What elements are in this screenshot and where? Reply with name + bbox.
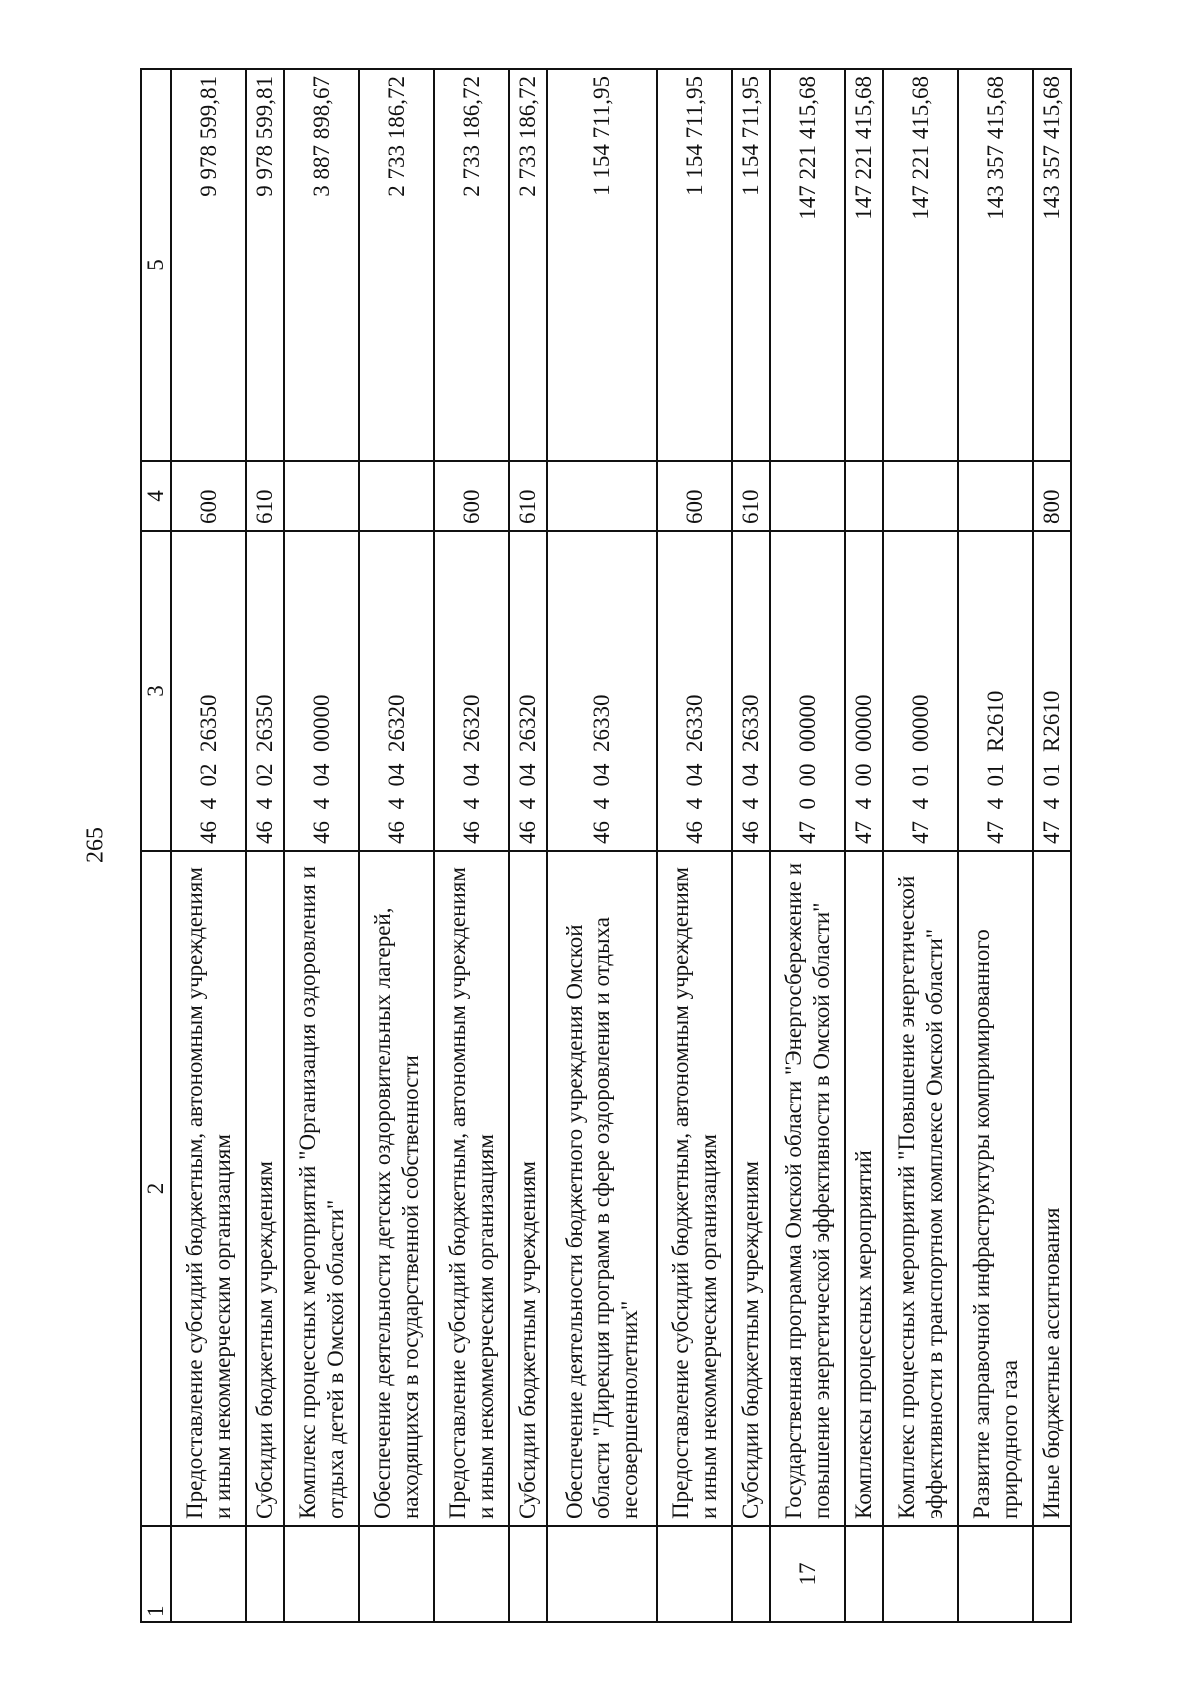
header-col-1: 1: [141, 1526, 171, 1622]
row-amount: 1 154 711,95: [547, 69, 657, 461]
row-amount: 147 221 415,68: [770, 69, 845, 461]
row-name: Комплекс процессных мероприятий "Повышение энергетической эффективности в транспортном комплексе Омской области": [883, 851, 958, 1526]
row-amount: 1 154 711,95: [732, 69, 770, 461]
row-name: Комплексы процессных мероприятий: [845, 851, 883, 1526]
row-number: [246, 1526, 284, 1622]
row-number: [732, 1526, 770, 1622]
row-code: 46 4 04 26320: [509, 531, 547, 851]
row-name: Обеспечение деятельности детских оздоровительных лагерей, находящихся в государственной собственности: [359, 851, 434, 1526]
table-row: [547, 69, 657, 1622]
row-name: Субсидии бюджетным учреждениям: [246, 851, 284, 1526]
row-number: [434, 1526, 509, 1622]
header-col-3: 3: [141, 531, 171, 851]
row-type: [845, 461, 883, 531]
row-name: Субсидии бюджетным учреждениям: [509, 851, 547, 1526]
table-row: [657, 69, 732, 1622]
row-amount: 2 733 186,72: [509, 69, 547, 461]
table-row: [434, 69, 509, 1622]
table-row: [845, 69, 883, 1622]
table-row: [171, 69, 246, 1622]
budget-table: [140, 68, 1072, 1623]
table-body: [171, 69, 1071, 1622]
row-number: [509, 1526, 547, 1622]
row-code: 46 4 04 26320: [434, 531, 509, 851]
row-type: 800: [1033, 461, 1071, 531]
row-number: [171, 1526, 246, 1622]
table-row: [509, 69, 547, 1622]
row-type: 600: [171, 461, 246, 531]
rotated-table-container: [140, 70, 1065, 1623]
row-name: Комплекс процессных мероприятий "Организация оздоровления и отдыха детей в Омской области": [284, 851, 359, 1526]
row-code: 46 4 02 26350: [171, 531, 246, 851]
header-row: [141, 69, 171, 1622]
row-code: 47 4 01 R2610: [958, 531, 1033, 851]
row-amount: 9 978 599,81: [246, 69, 284, 461]
row-type: [883, 461, 958, 531]
row-number: [359, 1526, 434, 1622]
table-row: [883, 69, 958, 1622]
row-code: 46 4 04 00000: [284, 531, 359, 851]
row-name: Развитие заправочной инфраструктуры компримированного природного газа: [958, 851, 1033, 1526]
row-code: 46 4 04 26330: [547, 531, 657, 851]
table-row: [359, 69, 434, 1622]
row-number: [547, 1526, 657, 1622]
row-amount: 147 221 415,68: [845, 69, 883, 461]
row-type: 600: [434, 461, 509, 531]
page-number: 265: [82, 827, 109, 863]
row-name: Предоставление субсидий бюджетным, автономным учреждениям и иным некоммерческим организациям: [434, 851, 509, 1526]
row-type: 610: [732, 461, 770, 531]
table-row: [732, 69, 770, 1622]
table-row: [958, 69, 1033, 1622]
row-number: [1033, 1526, 1071, 1622]
table-row: [1033, 69, 1071, 1622]
row-type: [284, 461, 359, 531]
row-name: Иные бюджетные ассигнования: [1033, 851, 1071, 1526]
row-type: 600: [657, 461, 732, 531]
row-number: [657, 1526, 732, 1622]
row-type: [770, 461, 845, 531]
row-code: 47 4 00 00000: [845, 531, 883, 851]
row-code: 47 4 01 00000: [883, 531, 958, 851]
table-row: [284, 69, 359, 1622]
table-header: [141, 69, 171, 1622]
row-code: 47 0 00 00000: [770, 531, 845, 851]
row-amount: 143 357 415,68: [1033, 69, 1071, 461]
row-code: 46 4 04 26320: [359, 531, 434, 851]
row-name: Обеспечение деятельности бюджетного учреждения Омской области "Дирекция программ в сфере оздоровления и отдыха несовершеннолетних": [547, 851, 657, 1526]
table-row: [770, 69, 845, 1622]
row-number: [845, 1526, 883, 1622]
row-type: 610: [246, 461, 284, 531]
row-amount: 3 887 898,67: [284, 69, 359, 461]
row-amount: 147 221 415,68: [883, 69, 958, 461]
row-amount: 2 733 186,72: [434, 69, 509, 461]
row-code: 47 4 01 R2610: [1033, 531, 1071, 851]
row-name: Предоставление субсидий бюджетным, автономным учреждениям и иным некоммерческим организациям: [171, 851, 246, 1526]
header-col-2: 2: [141, 851, 171, 1526]
row-number: [958, 1526, 1033, 1622]
row-type: [359, 461, 434, 531]
row-name: Субсидии бюджетным учреждениям: [732, 851, 770, 1526]
row-name: Предоставление субсидий бюджетным, автономным учреждениям и иным некоммерческим организациям: [657, 851, 732, 1526]
row-amount: 2 733 186,72: [359, 69, 434, 461]
row-number: [883, 1526, 958, 1622]
row-code: 46 4 04 26330: [657, 531, 732, 851]
row-type: 610: [509, 461, 547, 531]
table-row: [246, 69, 284, 1622]
row-type: [958, 461, 1033, 531]
row-name: Государственная программа Омской области "Энергосбережение и повышение энергетической эффективности в Омской области": [770, 851, 845, 1526]
row-code: 46 4 02 26350: [246, 531, 284, 851]
row-number: 17: [770, 1526, 845, 1622]
row-amount: 1 154 711,95: [657, 69, 732, 461]
row-amount: 9 978 599,81: [171, 69, 246, 461]
row-number: [284, 1526, 359, 1622]
header-col-5: 5: [141, 69, 171, 461]
row-amount: 143 357 415,68: [958, 69, 1033, 461]
row-type: [547, 461, 657, 531]
row-code: 46 4 04 26330: [732, 531, 770, 851]
header-col-4: 4: [141, 461, 171, 531]
